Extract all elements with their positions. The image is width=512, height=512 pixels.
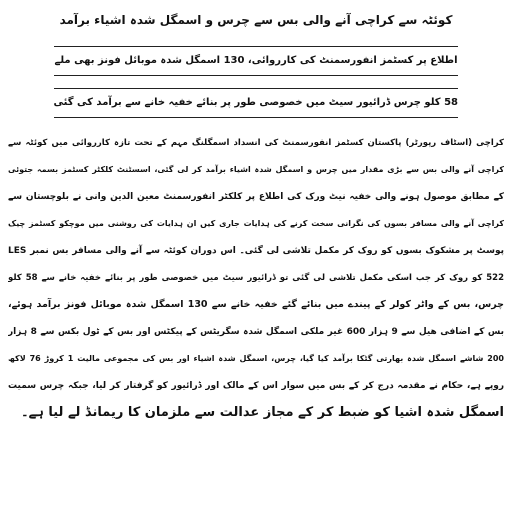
body-line: کراچی آنے والی مسافر بسوں کی نگرانی سخت کرنے کی ہدایات جاری کیں ان ہدایات کی روشنی میں موچکو کسٹمز چیک xyxy=(8,219,504,228)
body-line: بس کے اضافی ھیل سے 9 ہزار 600 غیر ملکی اسمگل شدہ سگریٹس کے پیکٹس اور بس کے ٹول بکس سے 8 ہزار xyxy=(8,327,504,337)
headline-sub-1: اطلاع پر کسٹمز انفورسمنٹ کی کارروائی، 130 اسمگل شدہ موبائل فونز بھی ملے xyxy=(54,46,458,76)
headline-sub-2: 58 کلو چرس ڈرائیور سیٹ میں خصوصی طور پر بنائے خفیہ خانے سے برآمد کی گئی xyxy=(54,88,458,118)
body-line: روپے ہے، حکام نے مقدمہ درج کر کے بس میں سوار اس کے مالک اور ڈرائیور کو گرفتار کر لیا، جبکہ چرس سمیت xyxy=(8,381,504,391)
body-line: کے مطابق موصول ہونے والی خفیہ نیٹ ورک کی اطلاع پر کلکٹر انفورسمنٹ معین الدین وانی نے بلوچستان سے xyxy=(8,192,504,202)
body-line: کراچی (اسٹاف رپورٹر) پاکستان کسٹمز انفورسمنٹ کی انسداد اسمگلنگ مہم کے تحت تازہ کارروائی میں کوئٹہ سے xyxy=(8,138,504,148)
body-line: 522 کو روک کر جب اسکی مکمل تلاشی لی گئی تو ڈرائیور سیٹ میں خصوصی طور پر بنائے خفیہ خانے سے 58 کلو xyxy=(8,273,504,283)
body-line: 200 شاشے اسمگل شدہ بھارتی گٹکا برآمد کیا گیا، چرس، اسمگل شدہ اشیاء اور بس کی مجموعی مالیت 1 کروڑ 76 لاکھ xyxy=(8,354,504,363)
body-line: کراچی آنے والی بس سے بڑی مقدار میں چرس و اسمگل شدہ اشیاء برآمد کر لی گئی، اسسٹنٹ کلکٹر کسٹمز بسمہ جتوئی xyxy=(8,165,504,174)
body-line: چرس، بس کے واٹر کولر کے پیندے میں بنائے گئے خفیہ خانے سے 130 اسمگل شدہ موبائل فونز برآمد ہوئے، xyxy=(8,299,504,310)
body-line-last: اسمگل شدہ اشیا کو ضبط کر کے مجاز عدالت سے ملزمان کا ریمانڈ لے لیا ہے۔ xyxy=(20,405,504,420)
body-line: پوسٹ پر مشکوک بسوں کو روک کر مکمل تلاشی لی گئی۔ اس دوران کوئٹہ سے آنے والی مسافر بس نمبر LES xyxy=(8,246,504,256)
headline-main: کوئٹہ سے کراچی آنے والی بس سے چرس و اسمگل شدہ اشیاء برآمد xyxy=(59,13,453,27)
